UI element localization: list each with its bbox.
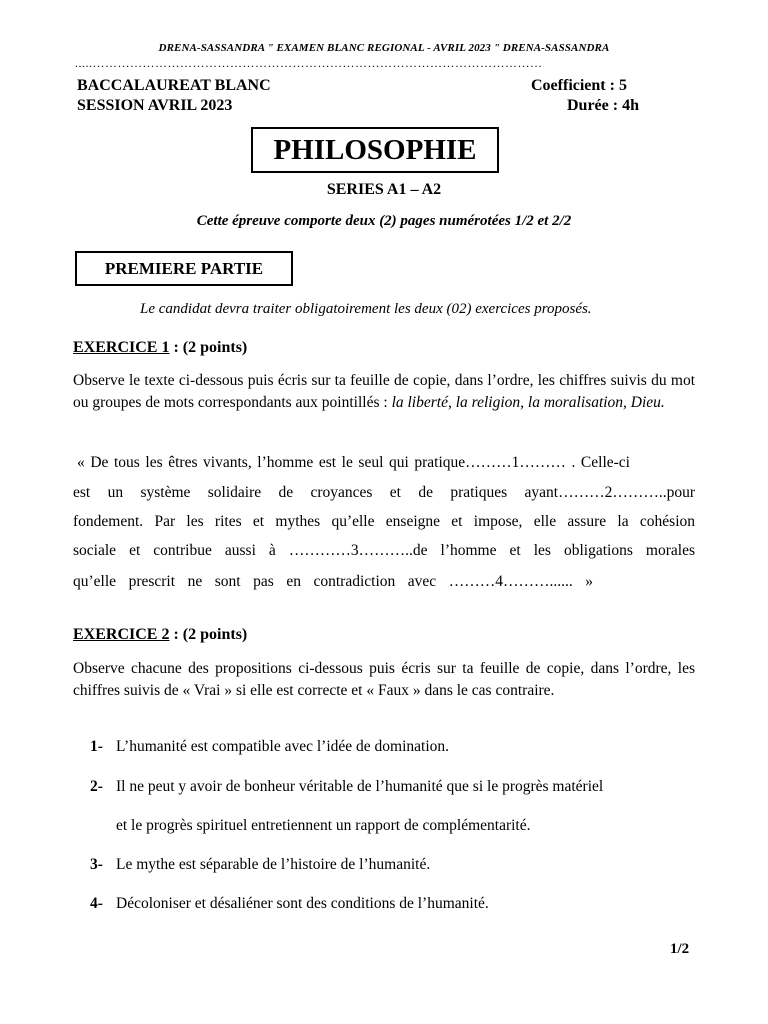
exercise-1-consigne-text: Observe le texte ci-dessous puis écris sur ta feuille de copie, dans l’ordre, les chiffres suivis du mot ou groupes de mots correspondants aux pointillés : <box>73 372 695 411</box>
coefficient-label: Coefficient : 5 <box>531 77 627 94</box>
exercise-1-title <box>73 339 247 357</box>
list-item: 3- Le mythe est séparable de l’histoire de l’humanité. <box>90 856 431 873</box>
exercise-2-consigne: Observe chacune des propositions ci-dessous puis écris sur ta feuille de copie, dans l’ordre, les chiffres suivis de « Vrai » si elle est correcte et « Faux » dans le cas contraire. <box>73 660 695 699</box>
exercise-1-consigne <box>73 370 695 414</box>
session-label: SESSION AVRIL 2023 <box>77 97 233 114</box>
dotted-separator: .....……………………………………………………………………………………………… <box>75 56 543 70</box>
list-item: 2- Il ne peut y avoir de bonheur véritable de l’humanité que si le progrès matériel <box>90 778 604 795</box>
instruction-text: Le candidat devra traiter obligatoirement les deux (02) exercices proposés. <box>140 301 592 317</box>
exercise-1-text-line: sociale et contribue aussi à …………3………..de l’homme et les obligations morales <box>73 542 695 559</box>
exercise-1-points: : (2 points) <box>169 339 248 356</box>
exam-name: BACCALAUREAT BLANC <box>77 77 271 94</box>
exercise-2-label: EXERCICE 2 <box>73 626 170 643</box>
exercise-1-label: EXERCICE 1 <box>73 339 170 356</box>
part-title: PREMIERE PARTIE <box>75 251 293 286</box>
pages-note: Cette épreuve comporte deux (2) pages numérotées 1/2 et 2/2 <box>196 213 572 229</box>
exercise-1-text-line: fondement. Par les rites et mythes qu’elle enseigne et impose, elle assure la cohésion <box>73 513 695 530</box>
exercise-1-text-line: « De tous les êtres vivants, l’homme est le seul qui pratique………1……… . Celle-ci <box>77 454 630 471</box>
exercise-2-title <box>73 626 247 644</box>
subject-title: PHILOSOPHIE <box>251 127 499 173</box>
list-item: 1- L’humanité est compatible avec l’idée de domination. <box>90 738 450 755</box>
duration-label: Durée : 4h <box>567 97 639 114</box>
exercise-2-points: : (2 points) <box>169 626 248 643</box>
exercise-1-text-line: est un système solidaire de croyances et de pratiques ayant………2………..pour <box>73 484 695 501</box>
list-item: et le progrès spirituel entretiennent un rapport de complémentarité. <box>116 817 531 834</box>
page-number: 1/2 <box>670 941 690 957</box>
exercise-1-text-line: qu’elle prescrit ne sont pas en contradiction avec ………4………...... » <box>73 573 593 590</box>
exercise-1-words: la liberté, la religion, la moralisation, Dieu. <box>391 394 665 411</box>
list-item: 4- Décoloniser et désaliéner sont des conditions de l’humanité. <box>90 895 489 912</box>
exam-region-header: DRENA-SASSANDRA " EXAMEN BLANC REGIONAL - AVRIL 2023 " DRENA-SASSANDRA <box>158 42 610 54</box>
series-label: SERIES A1 – A2 <box>326 181 442 198</box>
